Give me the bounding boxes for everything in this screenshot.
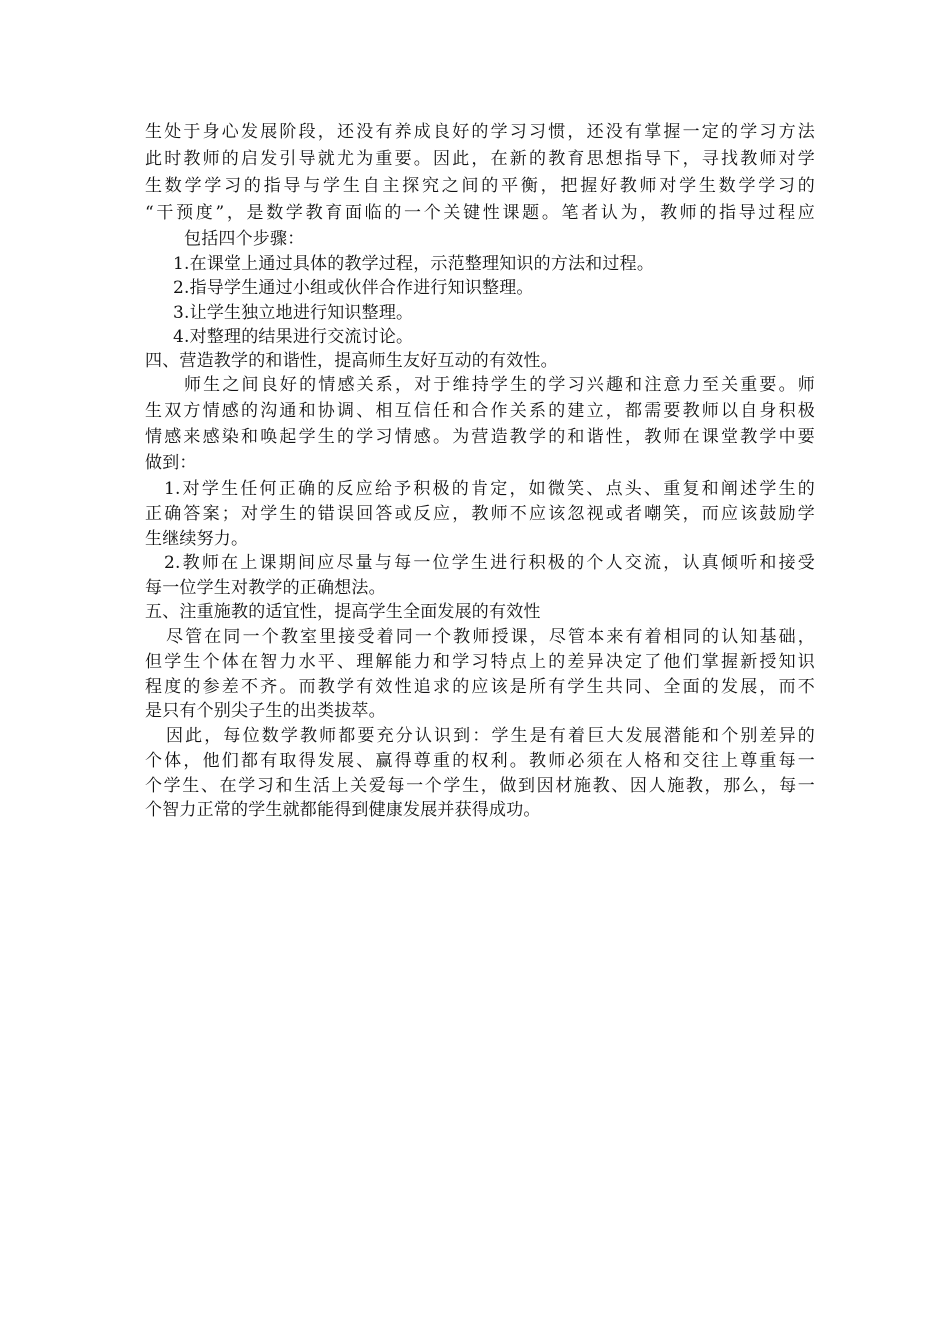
body-text-line: 生继续努力。: [145, 529, 249, 549]
body-text-line: 生双方情感的沟通和协调、相互信任和合作关系的建立，都需要教师以自身积极: [145, 401, 815, 421]
list-item-2: 2.教师在上课期间应尽量与每一位学生进行积极的个人交流，认真倾听和接受: [164, 553, 815, 573]
body-text-line: 个智力正常的学生就都能得到健康发展并获得成功。: [145, 800, 541, 820]
body-text-line: 个学生、在学习和生活上关爱每一个学生，做到因材施教、因人施教，那么，每一: [145, 776, 815, 796]
list-item-1: 1.对学生任何正确的反应给予积极的肯定，如微笑、点头、重复和阐述学生的: [164, 479, 815, 499]
step-item-3: 3.让学生独立地进行知识整理。: [173, 303, 414, 323]
body-text-line: 包括四个步骤：: [184, 229, 305, 249]
step-item-4: 4.对整理的结果进行交流讨论。: [173, 327, 414, 347]
body-text-line: 正确答案；对学生的错误回答或反应，教师不应该忽视或者嘲笑，而应该鼓励学: [145, 504, 815, 524]
body-text-line: 每一位学生对教学的正确想法。: [145, 578, 386, 598]
body-text-line: 师生之间良好的情感关系，对于维持学生的学习兴趣和注意力至关重要。师: [184, 375, 815, 395]
body-text-line: 此时教师的启发引导就尤为重要。因此，在新的教育思想指导下，寻找教师对学: [145, 149, 815, 169]
body-text-line: 但学生个体在智力水平、理解能力和学习特点上的差异决定了他们掌握新授知识: [145, 652, 815, 672]
body-text-line: 情感来感染和唤起学生的学习情感。为营造教学的和谐性，教师在课堂教学中要: [145, 427, 815, 447]
step-item-2: 2.指导学生通过小组或伙伴合作进行知识整理。: [173, 278, 534, 298]
section-heading-5: 五、注重施教的适宜性，提高学生全面发展的有效性: [145, 602, 541, 622]
body-text-line: 生处于身心发展阶段，还没有养成良好的学习习惯，还没有掌握一定的学习方法: [145, 122, 815, 142]
body-text-line: 尽管在同一个教室里接受着同一个教师授课，尽管本来有着相同的认知基础，: [166, 627, 815, 647]
body-text-line: 生数学学习的指导与学生自主探究之间的平衡，把握好教师对学生数学学习的: [145, 176, 815, 196]
body-text-line: “干预度”，是数学教育面临的一个关键性课题。笔者认为，教师的指导过程应: [145, 203, 815, 223]
body-text-line: 是只有个别尖子生的出类拔萃。: [145, 701, 386, 721]
body-text-line: 因此，每位数学教师都要充分认识到：学生是有着巨大发展潜能和个别差异的: [166, 726, 815, 746]
body-text-line: 个体，他们都有取得发展、赢得尊重的权利。教师必须在人格和交往上尊重每一: [145, 751, 815, 771]
section-heading-4: 四、营造教学的和谐性，提高师生友好互动的有效性。: [145, 351, 558, 371]
step-item-1: 1.在课堂上通过具体的教学过程，示范整理知识的方法和过程。: [173, 254, 655, 274]
body-text-line: 做到：: [145, 453, 197, 473]
body-text-line: 程度的参差不齐。而教学有效性追求的应该是所有学生共同、全面的发展，而不: [145, 677, 815, 697]
